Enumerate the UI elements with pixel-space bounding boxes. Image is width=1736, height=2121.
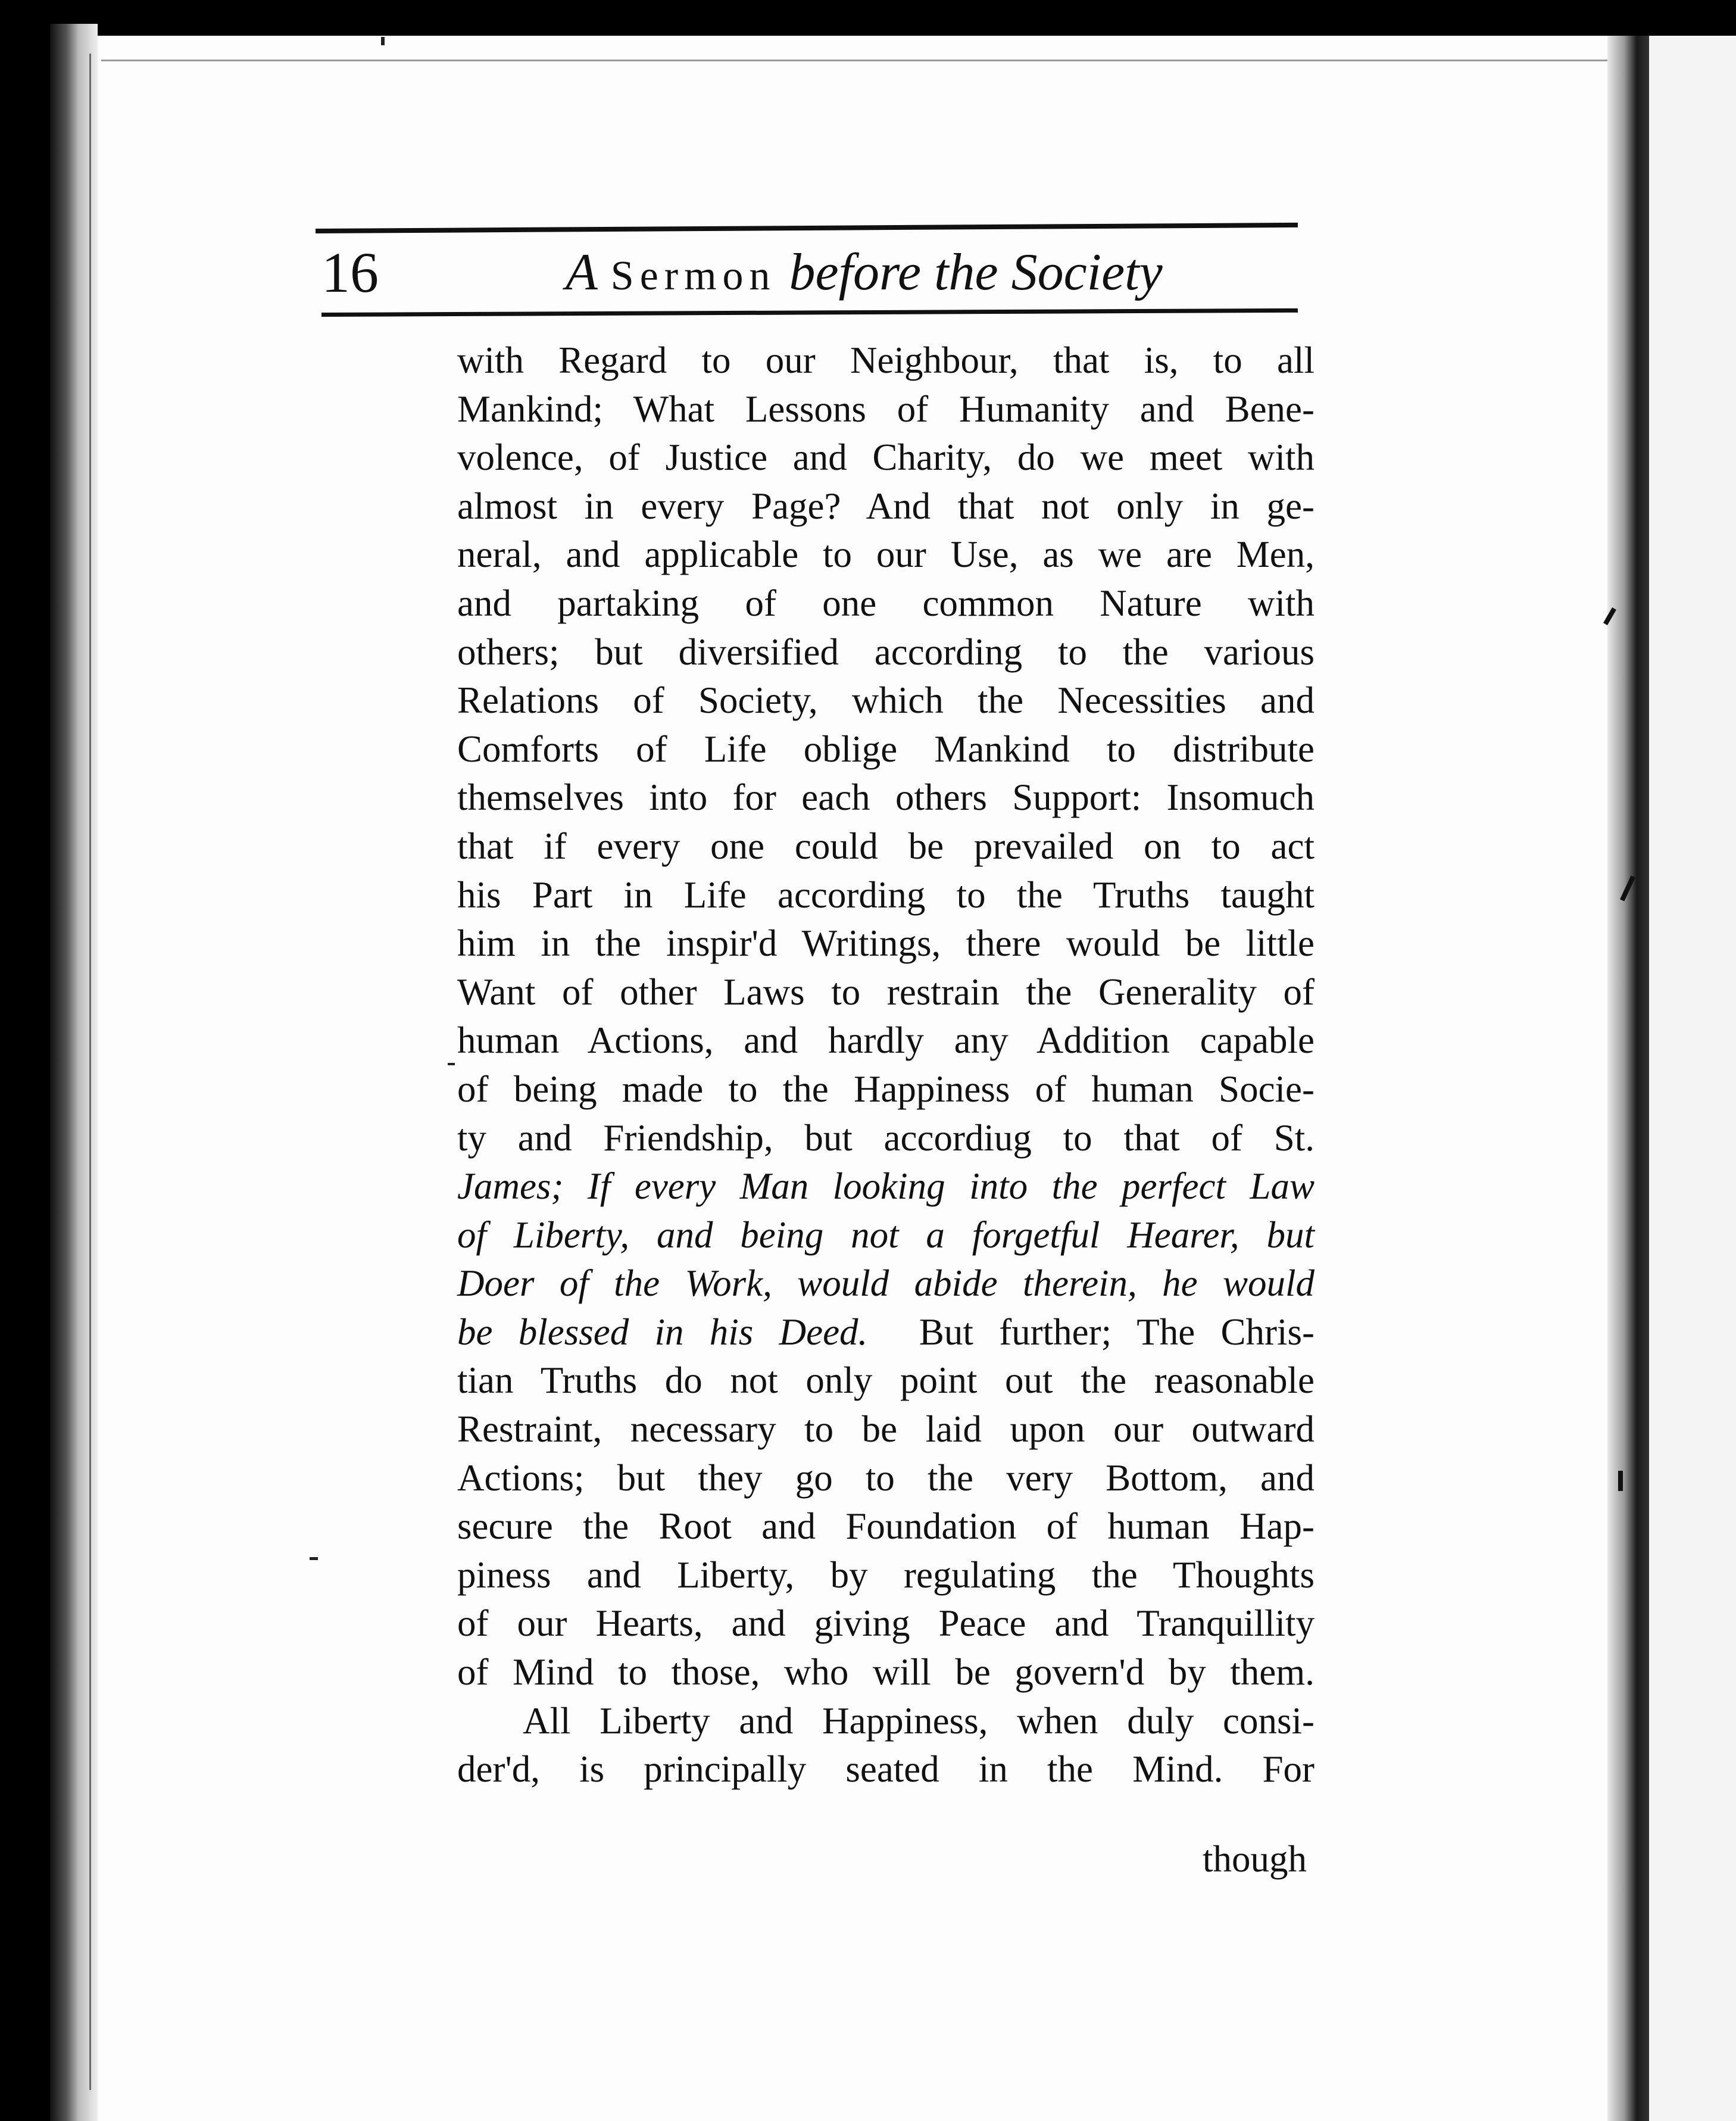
text-line: Restraint, necessary to be laid upon our outward <box>457 1408 1315 1451</box>
next-page-mark <box>1618 1471 1623 1491</box>
text-line: Comforts of Life oblige Mankind to distribute <box>457 728 1315 770</box>
text-line: of being made to the Happiness of human Socie- <box>457 1068 1315 1110</box>
quote-text: If every Man looking into the perfect Law <box>587 1165 1315 1208</box>
text-line: him in the inspir'd Writings, there would be little <box>457 922 1315 965</box>
paragraph-end-line: of Mind to those, who will be govern'd by them. <box>457 1651 1315 1693</box>
text-line: Actions; but they go to the very Bottom, and <box>457 1456 1315 1499</box>
running-title-article: A <box>566 244 598 301</box>
running-head <box>316 237 1292 308</box>
text-line <box>457 1308 1315 1357</box>
text-line: Mankind; What Lessons of Humanity and Bene- <box>457 388 1315 430</box>
text-line: piness and Liberty, by regulating the Thoughts <box>457 1554 1315 1596</box>
running-title-sermon: Sermon <box>610 253 776 299</box>
page-number: 16 <box>321 241 379 304</box>
text-line: of our Hearts, and giving Peace and Tranquillity <box>457 1602 1315 1645</box>
body-text <box>457 336 1315 1794</box>
text-line: Relations of Society, which the Necessities and <box>457 679 1315 722</box>
text-line: and partaking of one common Nature with <box>457 582 1315 624</box>
paragraph-start-line: All Liberty and Happiness, when duly consi- <box>523 1699 1315 1742</box>
quote-source-name: James <box>457 1165 551 1208</box>
text-line: tian Truths do not only point out the reasonable <box>457 1359 1315 1402</box>
text-line: his Part in Life according to the Truths taught <box>457 874 1315 916</box>
text-line: volence, of Justice and Charity, do we meet with <box>457 436 1315 479</box>
text-line: ty and Friendship, but accordiug to that of St. <box>457 1116 1315 1159</box>
page-edge-top <box>101 60 1625 61</box>
catchword: though <box>1203 1838 1307 1880</box>
text-line: that if every one could be prevailed on to act <box>457 825 1315 867</box>
ink-speck <box>310 1557 318 1560</box>
scripture-quote-line: Doer of the Work, would abide therein, he would <box>457 1262 1315 1305</box>
scripture-quote-line: of Liberty, and being not a forgetful Hearer, but <box>457 1214 1315 1256</box>
text-line: neral, and applicable to our Use, as we are Men, <box>457 534 1315 576</box>
scripture-quote-line: James; If every Man looking into the perfect Law <box>457 1165 1315 1208</box>
ink-speck <box>448 1063 455 1065</box>
text-line: with Regard to our Neighbour, that is, to all <box>457 339 1315 381</box>
text-line: human Actions, and hardly any Addition capable <box>457 1019 1315 1062</box>
quote-end: be blessed in his Deed. <box>457 1311 868 1353</box>
text-line: almost in every Page? And that not only in ge- <box>457 485 1315 527</box>
next-page-edge <box>1649 36 1736 2121</box>
ink-speck <box>381 37 385 45</box>
text-line: others; but diversified according to the various <box>457 631 1315 673</box>
text-line: secure the Root and Foundation of human Hap- <box>457 1505 1315 1548</box>
running-title-rest: before the Society <box>789 244 1163 301</box>
text-continuation: But further; The Chris- <box>919 1311 1315 1353</box>
binding-edge <box>89 54 91 2090</box>
text-line: Want of other Laws to restrain the Generality of <box>457 971 1315 1013</box>
gutter-shadow <box>1607 36 1649 2121</box>
text-line: themselves into for each others Support: Insomuch <box>457 776 1315 819</box>
text-line: der'd, is principally seated in the Mind. For <box>457 1748 1315 1791</box>
running-title <box>566 237 1163 312</box>
